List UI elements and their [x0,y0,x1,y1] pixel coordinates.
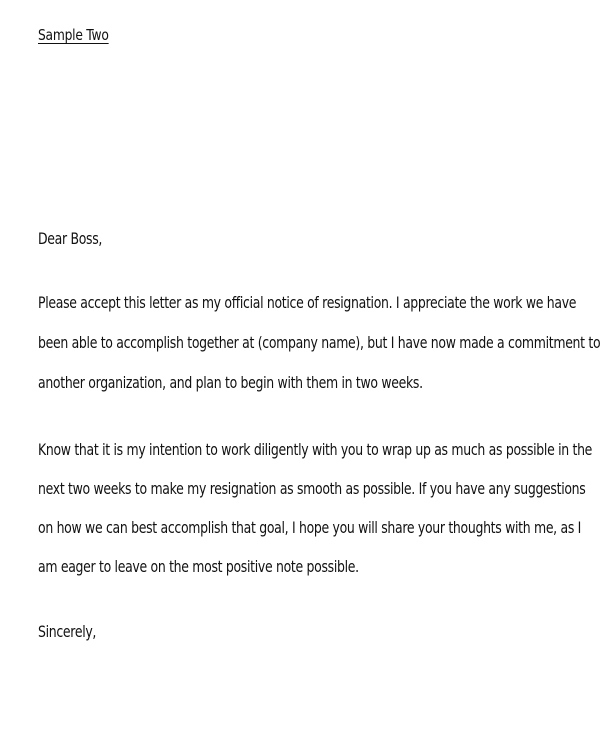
paragraph-line: been able to accomplish together at (company name), but I have now made a commitment to [38,333,600,352]
paragraph-line: Know that it is my intention to work diligently with you to wrap up as much as possible in the [38,440,593,459]
paragraph-line: am eager to leave on the most positive note possible. [38,557,359,576]
sample-title: Sample Two [38,26,109,44]
paragraph-line: Please accept this letter as my official notice of resignation. I appreciate the work we have [38,293,577,312]
salutation: Dear Boss, [38,229,103,248]
paragraph-line: another organization, and plan to begin with them in two weeks. [38,373,423,392]
closing: Sincerely, [38,622,97,641]
paragraph-line: next two weeks to make my resignation as smooth as possible. If you have any suggestions [38,479,586,498]
paragraph-line: on how we can best accomplish that goal, I hope you will share your thoughts with me, as I [38,518,582,537]
